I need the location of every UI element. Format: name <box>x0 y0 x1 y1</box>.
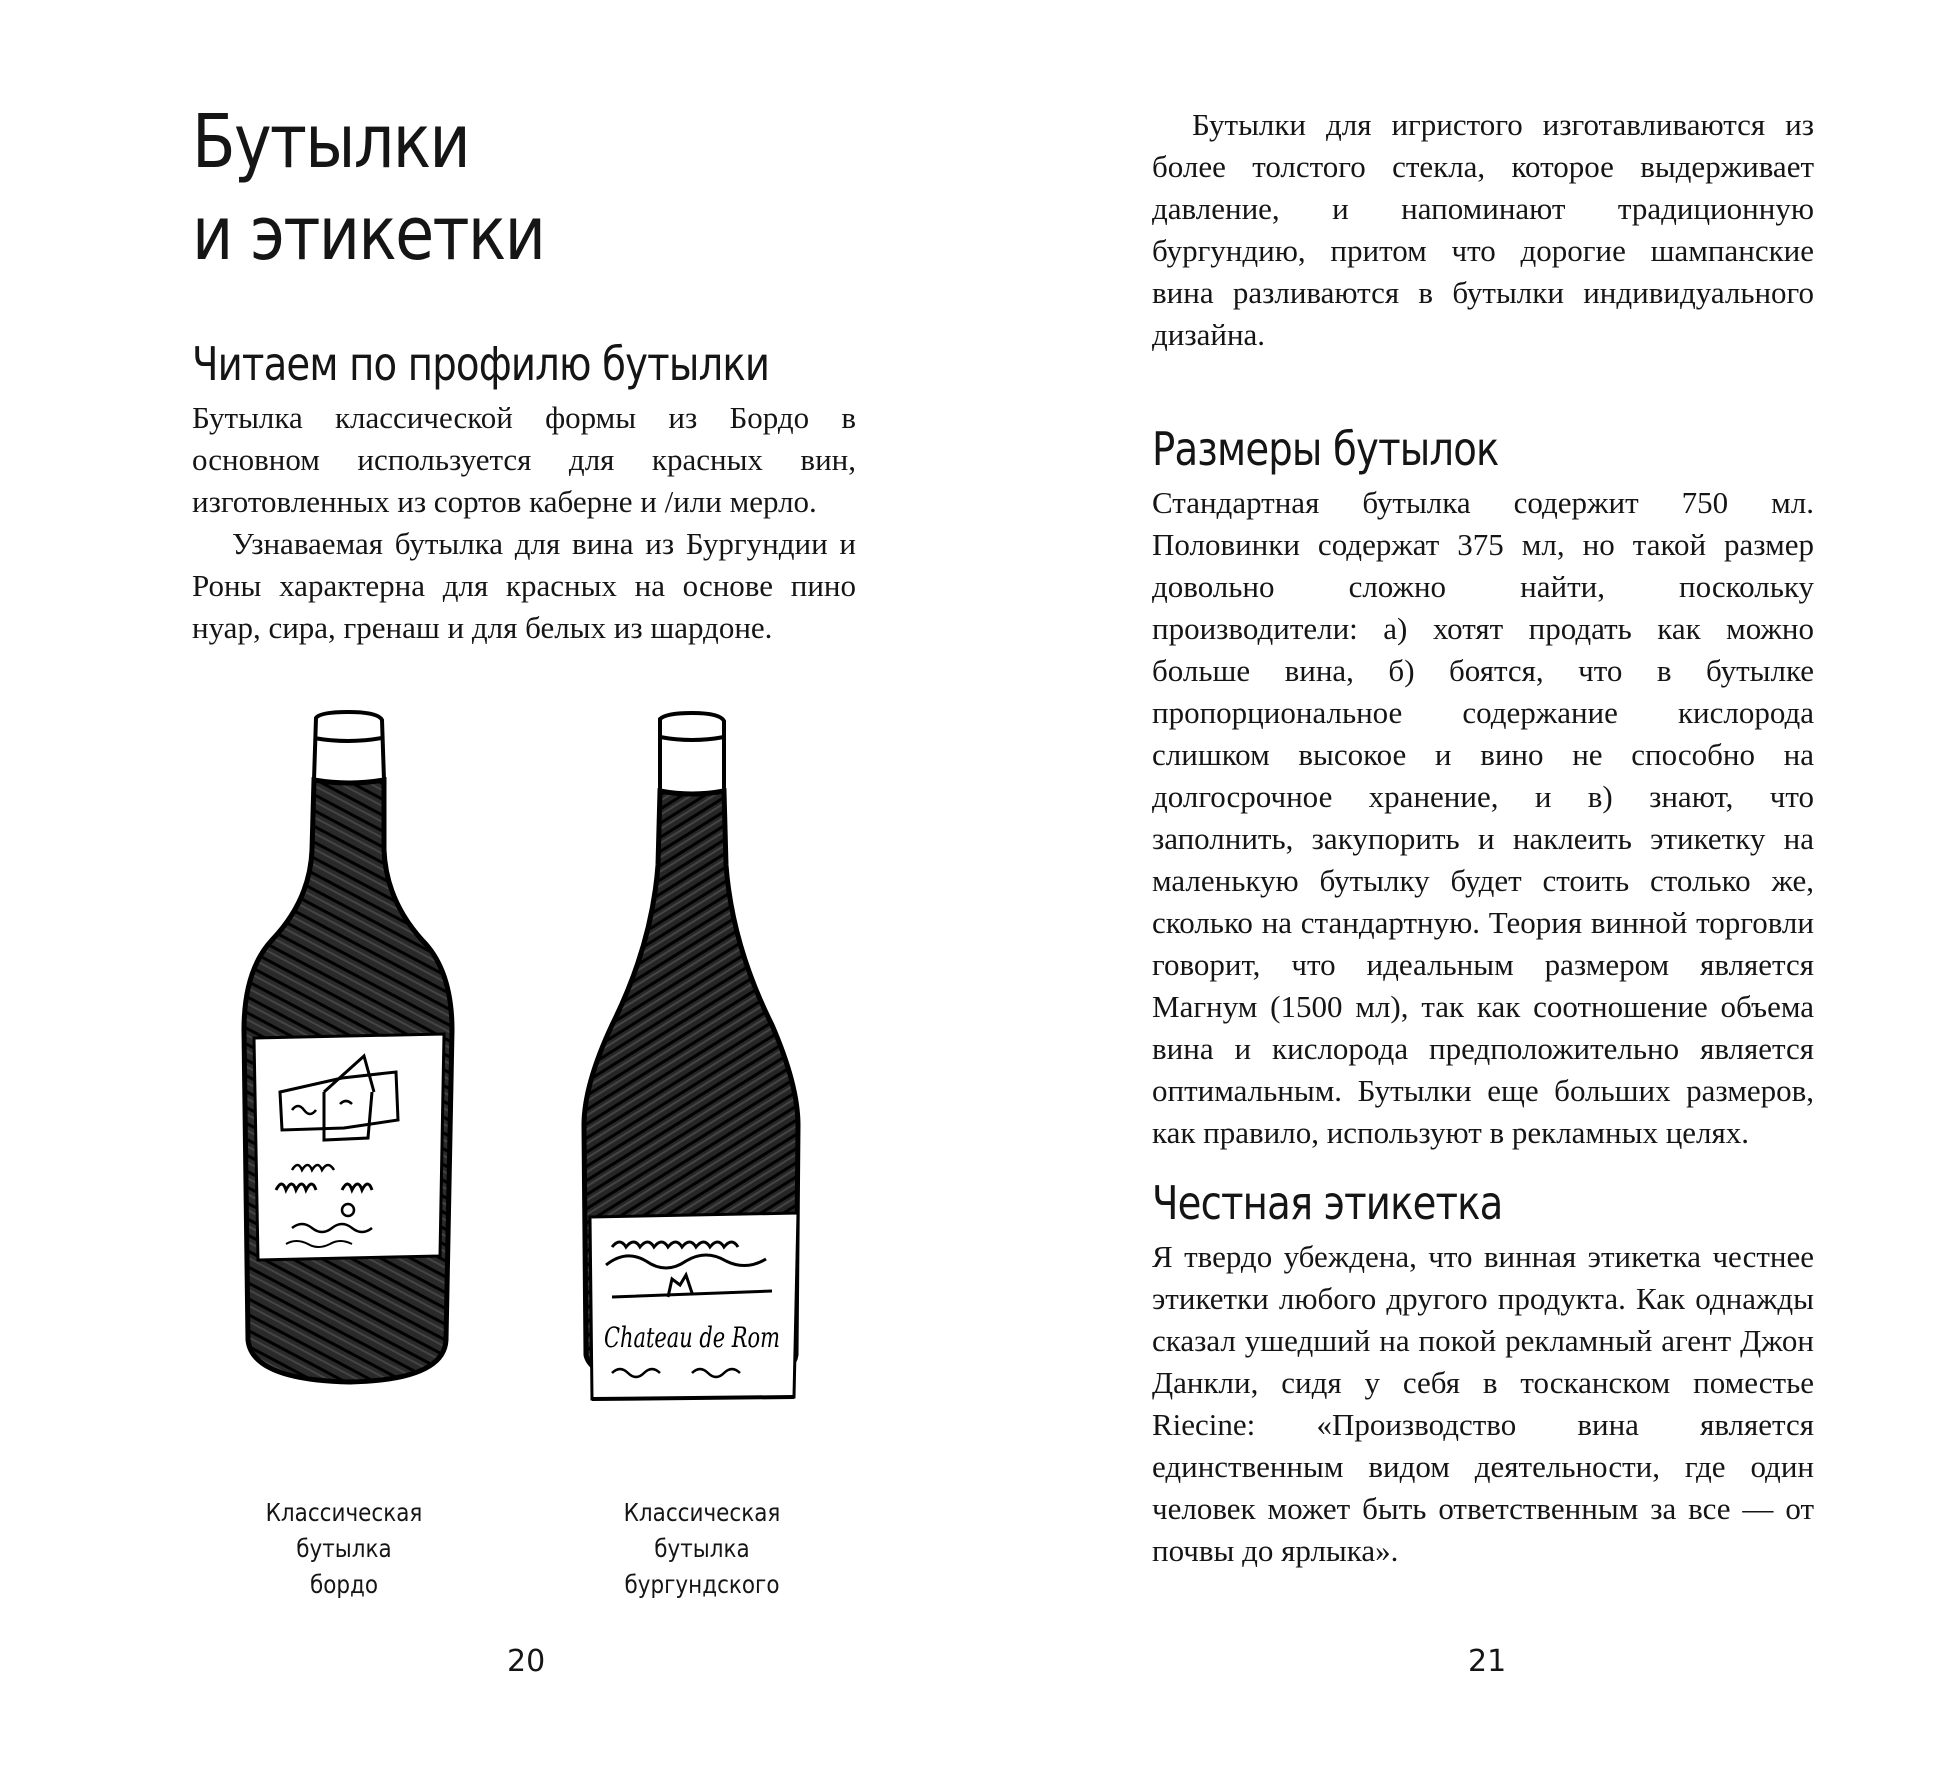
paragraph: Стандартная бутылка содержит 750 мл. Половинки содержат 375 мл, но такой размер довольно сложно найти, поскольку производители: а) хотят продать как можно больше вина, б) боятся, что в бутылке пропорциональное содержание кислорода слишком высокое и вино не способно на долгосрочное хранение, и в) знают, что заполнить, закупорить и наклеить этикетку на маленькую бутылку будет стоить столько же, сколько на стандартную. Теория винной торговли говорит, что идеальным размером является Магнум (1500 мл), так как соотношение объема вина и кислорода предположительно является оптимальным. Бутылки еще больших размеров, как правило, используют в рекламных целях. <box>1152 485 1814 1150</box>
caption-bordeaux <box>217 1495 472 1603</box>
bottle-profile-text <box>192 397 856 649</box>
burgundy-label-handwriting: Chateau de Rom <box>604 1321 780 1354</box>
paragraph: Бутылка классической формы из Бордо в основном используется для красных вин, изготовленных из сортов каберне и /или мерло. <box>192 400 856 519</box>
page-number-right: 21 <box>1468 1644 1507 1679</box>
paragraph: Бутылки для игристого изготавливаются из более толстого стекла, которое выдерживает давление, и напоминают традиционную бургундию, притом что дорогие шампанские вина разливаются в бутылки индивидуального дизайна. <box>1152 107 1814 352</box>
sparkling-bottles-text <box>1152 104 1814 356</box>
bordeaux-bottle-illustration <box>232 700 464 1390</box>
caption-line: Классическая бутылка <box>623 1498 781 1563</box>
caption-line: бордо <box>309 1570 379 1599</box>
honest-label-text <box>1152 1236 1814 1572</box>
section-heading-bottle-sizes: Размеры бутылок <box>1152 422 1499 476</box>
paragraph: Я твердо убеждена, что винная этикетка честнее этикетки любого другого продукта. Как однажды сказал ушедший на покой рекламный агент Джон Данкли, сидя у себя в тосканском поместье Riecine: «Производство вина является единственным видом деятельности, где один человек может быть ответственным за все — от почвы до ярлыка». <box>1152 1239 1814 1568</box>
chapter-title <box>192 96 544 280</box>
right-page <box>972 0 1945 1789</box>
caption-line: Классическая бутылка <box>265 1498 423 1563</box>
section-heading-honest-label: Честная этикетка <box>1152 1176 1503 1230</box>
burgundy-bottle-illustration <box>572 705 812 1395</box>
page-number-left: 20 <box>507 1644 546 1679</box>
section-heading-bottle-profile: Читаем по профилю бутылки <box>192 337 770 391</box>
chapter-title-line-2: и этикетки <box>192 191 545 277</box>
left-page <box>0 0 972 1789</box>
caption-line: бургундского <box>624 1570 780 1599</box>
paragraph: Узнаваемая бутылка для вина из Бургундии и Роны характерна для красных на основе пино нуар, сира, гренаш и для белых из шардоне. <box>192 526 856 645</box>
caption-burgundy <box>575 1495 830 1603</box>
bottle-sizes-text <box>1152 482 1814 1154</box>
chapter-title-line-1: Бутылки <box>192 99 470 185</box>
